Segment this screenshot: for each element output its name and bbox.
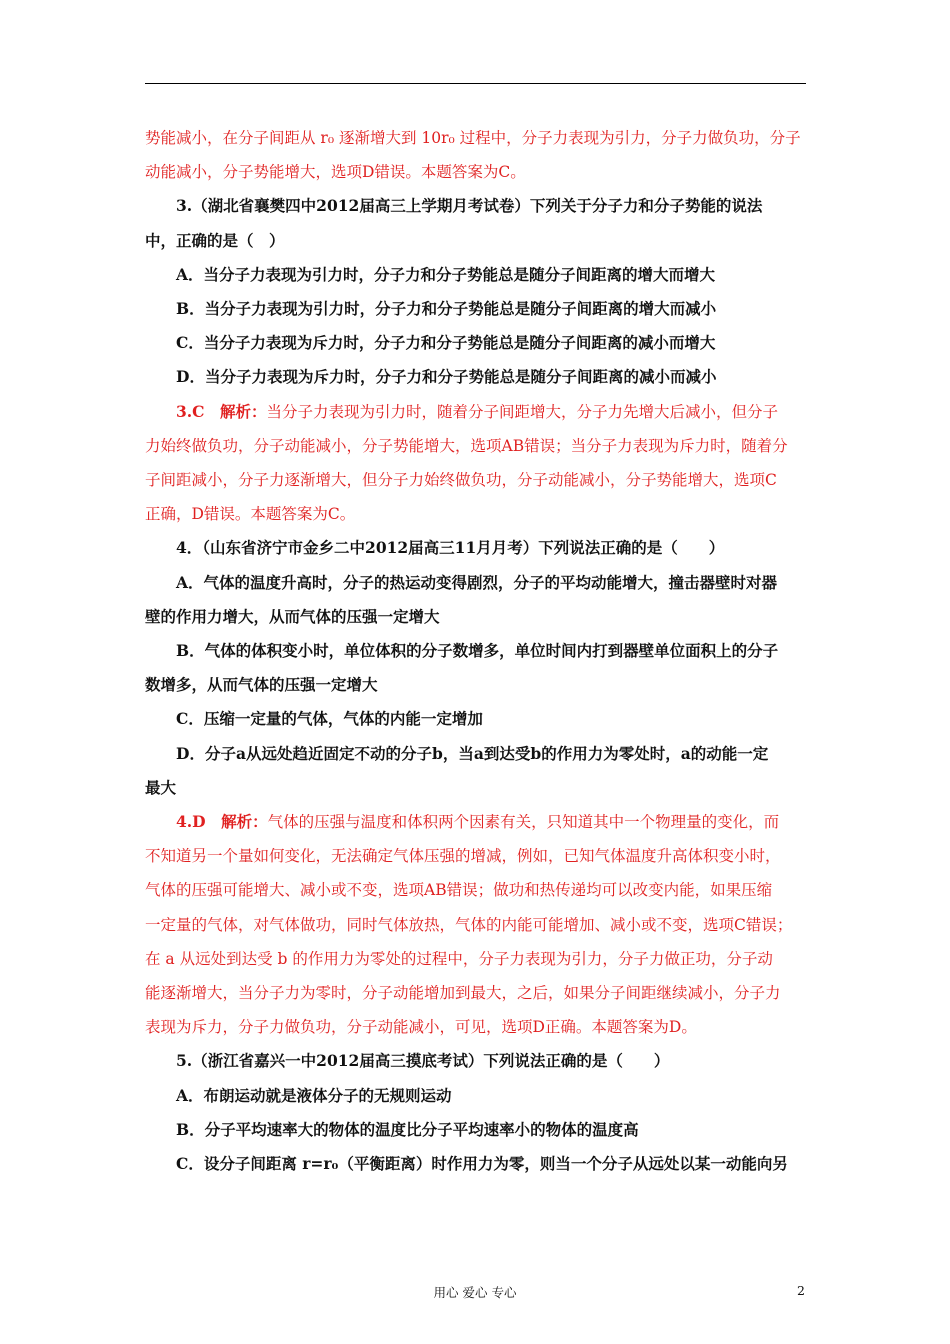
text-line [176,744,768,764]
text-line [176,573,777,593]
text-line [176,1120,639,1140]
text-line [145,231,285,251]
header-rule [145,83,806,84]
line-text: 数增多，从而气体的压强一定增大 [145,675,378,695]
text-line [176,299,716,319]
answer-label: 4.D 解析： [176,812,268,831]
line-text: D．分子a从远处趋近固定不动的分子b，当a到达受b的作用力为零处时，a的动能一定 [176,743,769,763]
page-number: 2 [797,1283,805,1298]
line-text: 势能减小，在分子间距从 r₀ 逐渐增大到 10r₀ 过程中，分子力表现为引力，分子力做负功，分子 [145,129,801,147]
line-text: D．当分子力表现为斥力时，分子力和分子势能总是随分子间距离的减小而减小 [176,367,717,387]
line-text: B．当分子力表现为引力时，分子力和分子势能总是随分子间距离的增大而减小 [176,299,717,318]
text-line [176,641,778,661]
text-line [145,607,440,627]
text-line [176,1051,669,1071]
line-text: B．分子平均速率大的物体的温度比分子平均速率小的物体的温度高 [176,1119,639,1139]
line-text: 4．（山东省济宁市金乡二中2012届高三11月月考）下列说法正确的是（ ） [176,538,725,558]
line-text: 能逐渐增大，当分子力为零时，分子动能增加到最大，之后，如果分子间距继续减小，分子力 [145,984,781,1002]
text-line [145,128,801,148]
line-text: 力始终做负功，分子动能减小，分子势能增大，选项AB错误；当分子力表现为斥力时，随着分 [145,436,788,455]
text-line [176,1086,452,1106]
line-text: 壁的作用力增大，从而气体的压强一定增大 [145,606,440,626]
line-text: 一定量的气体，对气体做功，同时气体放热，气体的内能可能增加、减小或不变，选项C错误； [145,915,793,934]
text-line [176,265,715,285]
text-line [145,436,788,456]
line-text: 正确，D错误。本题答案为C。 [145,505,356,524]
text-line [145,880,772,900]
text-line [145,675,378,695]
line-text: 中，正确的是（ ） [145,230,285,250]
line-text: 不知道另一个量如何变化，无法确定气体压强的增减，例如，已知气体温度升高体积变小时， [145,847,781,866]
line-text: C．当分子力表现为斥力时，分子力和分子势能总是随分子间距离的减小而增大 [176,333,716,353]
line-text: 在 a 从远处到达受 b 的作用力为零处的过程中，分子力表现为引力，分子力做正功，分子动 [145,949,773,968]
line-text: 表现为斥力，分子力做负功，分子动能减小，可见，选项D正确。本题答案为D。 [145,1018,697,1037]
text-line [176,367,716,387]
text-line [176,196,762,216]
text-line [176,1154,788,1174]
line-text: C．设分子间距离 r=r₀（平衡距离）时作用力为零，则当一个分子从远处以某一动能向另 [176,1154,788,1173]
text-line [145,778,176,798]
footer-text: 用心 爱心 专心 [433,1285,517,1300]
text-line [176,812,779,832]
text-line [145,470,777,490]
line-text: 3.（湖北省襄樊四中2012届高三上学期月考试卷）下列关于分子力和分子势能的说法 [176,196,763,216]
line-text: A．布朗运动就是液体分子的无规则运动 [176,1085,452,1105]
text-line [176,538,724,558]
line-text: 子间距减小，分子力逐渐增大，但分子力始终做负功，分子动能减小，分子势能增大，选项C [145,471,777,489]
line-text: A．气体的温度升高时，分子的热运动变得剧烈，分子的平均动能增大，撞击器壁时对器 [176,572,778,592]
answer-label: 3.C 解析： [176,401,267,421]
text-line [176,402,778,422]
line-text: 当分子力表现为引力时，随着分子间距增大，分子力先增大后减小，但分子 [266,402,779,421]
line-text: 5.（浙江省嘉兴一中2012届高三摸底考试）下列说法正确的是（ ） [176,1051,670,1071]
line-text: 最大 [145,777,177,797]
text-line [145,162,526,182]
line-text: C．压缩一定量的气体，气体的内能一定增加 [176,709,483,729]
text-line [176,333,715,353]
line-text: 动能减小，分子势能增大，选项D错误。本题答案为C。 [145,163,526,182]
line-text: 气体的压强可能增大、减小或不变，选项AB错误；做功和热传递均可以改变内能，如果压缩 [145,881,773,900]
line-text: 气体的压强与温度和体积两个因素有关，只知道其中一个物理量的变化，而 [267,813,780,831]
text-line [145,949,773,969]
text-line [176,709,483,729]
text-line [145,1017,697,1037]
text-line [145,983,781,1003]
text-line [145,846,781,866]
line-text: B．气体的体积变小时，单位体积的分子数增多，单位时间内打到器壁单位面积上的分子 [176,641,779,660]
line-text: A．当分子力表现为引力时，分子力和分子势能总是随分子间距离的增大而增大 [176,264,716,284]
text-line [145,915,792,935]
text-line [145,504,355,524]
